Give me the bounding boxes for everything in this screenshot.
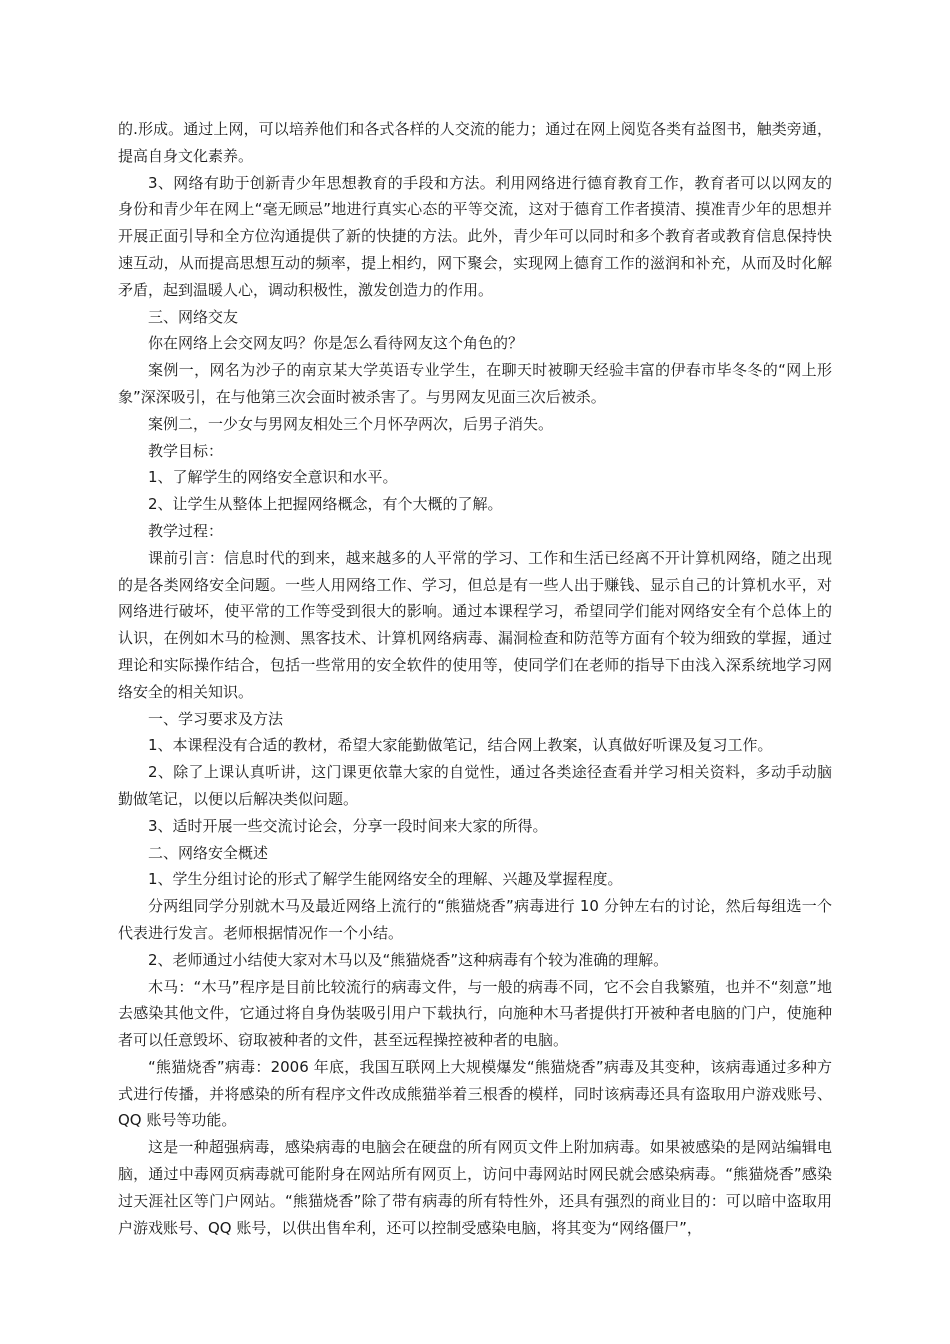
paragraph: 案例二，一少女与男网友相处三个月怀孕两次，后男子消失。 xyxy=(148,414,554,433)
list-item: 1、了解学生的网络安全意识和水平。 xyxy=(148,468,398,487)
list-item: 2、除了上课认真听讲，这门课更依靠大家的自觉性，通过各类途径查看并学习相关资料，多动手动脑勤做笔记，以便以后解决类似问题。 xyxy=(118,763,832,808)
list-item: 1、学生分组讨论的形式了解学生能网络安全的理解、兴趣及掌握程度。 xyxy=(148,870,623,889)
section-heading: 一、学习要求及方法 xyxy=(148,709,284,728)
paragraph: 3、网络有助于创新青少年思想教育的手段和方法。利用网络进行德育教育工作，教育者可以以网友的身份和青少年在网上“毫无顾忌”地进行真实心态的平等交流，这对于德育工作者摸清、摸准青少年的思想并开展正面引导和全方位沟通提供了新的快捷的方法。此外，青少年可以同时和多个教育者或教育信息保持快速互动，从而提高思想互动的频率，提上相约，网下聚会，实现网上德育工作的滋润和补充，从而及时化解矛盾，起到温暖人心，调动积极性，激发创造力的作用。 xyxy=(118,173,832,299)
list-item: 3、适时开展一些交流讨论会，分享一段时间来大家的所得。 xyxy=(148,816,548,835)
section-heading: 三、网络交友 xyxy=(148,307,239,326)
list-item: 1、本课程没有合适的教材，希望大家能勤做笔记，结合网上教案，认真做好听课及复习工作。 xyxy=(148,736,773,755)
section-heading: 二、网络安全概述 xyxy=(148,843,269,862)
section-heading: 教学目标： xyxy=(148,441,224,460)
list-item: 2、让学生从整体上把握网络概念，有个大概的了解。 xyxy=(148,495,503,514)
list-item: 2、老师通过小结使大家对木马以及“熊猫烧香”这种病毒有个较为准确的理解。 xyxy=(148,950,669,969)
paragraph: 分两组同学分别就木马及最近网络上流行的“熊猫烧香”病毒进行 10 分钟左右的讨论，然后每组选一个代表进行发言。老师根据情况作一个小结。 xyxy=(118,897,832,942)
section-heading: 教学过程： xyxy=(148,521,224,540)
paragraph: 你在网络上会交网友吗？你是怎么看待网友这个角色的？ xyxy=(148,334,524,353)
paragraph: 木马：“木马”程序是目前比较流行的病毒文件，与一般的病毒不同，它不会自我繁殖，也并不“刻意”地去感染其他文件，它通过将自身伪装吸引用户下载执行，向施种木马者提供打开被种者电脑的门户，使施种者可以任意毁坏、窃取被种者的文件，甚至远程操控被种者的电脑。 xyxy=(118,977,832,1050)
paragraph: 这是一种超强病毒，感染病毒的电脑会在硬盘的所有网页文件上附加病毒。如果被感染的是网站编辑电脑，通过中毒网页病毒就可能附身在网站所有网页上，访问中毒网站时网民就会感染病毒。“熊猫烧香”感染过天涯社区等门户网站。“熊猫烧香”除了带有病毒的所有特性外，还具有强烈的商业目的：可以暗中盗取用户游戏账号、QQ 账号，以供出售牟利，还可以控制受感染电脑，将其变为“网络僵尸”， xyxy=(118,1138,833,1237)
paragraph: 案例一，网名为沙子的南京某大学英语专业学生，在聊天时被聊天经验丰富的伊春市毕冬冬的“网上形象”深深吸引，在与他第三次会面时被杀害了。与男网友见面三次后被杀。 xyxy=(118,361,832,406)
paragraph: 的.形成。通过上网，可以培养他们和各式各样的人交流的能力；通过在网上阅览各类有益图书，触类旁通，提高自身文化素养。 xyxy=(118,120,832,165)
document-body xyxy=(118,116,832,1241)
paragraph: 课前引言：信息时代的到来，越来越多的人平常的学习、工作和生活已经离不开计算机网络，随之出现的是各类网络安全问题。一些人用网络工作、学习，但总是有一些人出于赚钱、显示自己的计算机水平，对网络进行破坏，使平常的工作等受到很大的影响。通过本课程学习，希望同学们能对网络安全有个总体上的认识，在例如木马的检测、黑客技术、计算机网络病毒、漏洞检查和防范等方面有个较为细致的掌握，通过理论和实际操作结合，包括一些常用的安全软件的使用等，使同学们在老师的指导下由浅入深系统地学习网络安全的相关知识。 xyxy=(118,548,832,701)
paragraph: “熊猫烧香”病毒：2006 年底，我国互联网上大规模爆发“熊猫烧香”病毒及其变种，该病毒通过多种方式进行传播，并将感染的所有程序文件改成熊猫举着三根香的模样，同时该病毒还具有盗取用户游戏账号、QQ 账号等功能。 xyxy=(118,1057,832,1130)
